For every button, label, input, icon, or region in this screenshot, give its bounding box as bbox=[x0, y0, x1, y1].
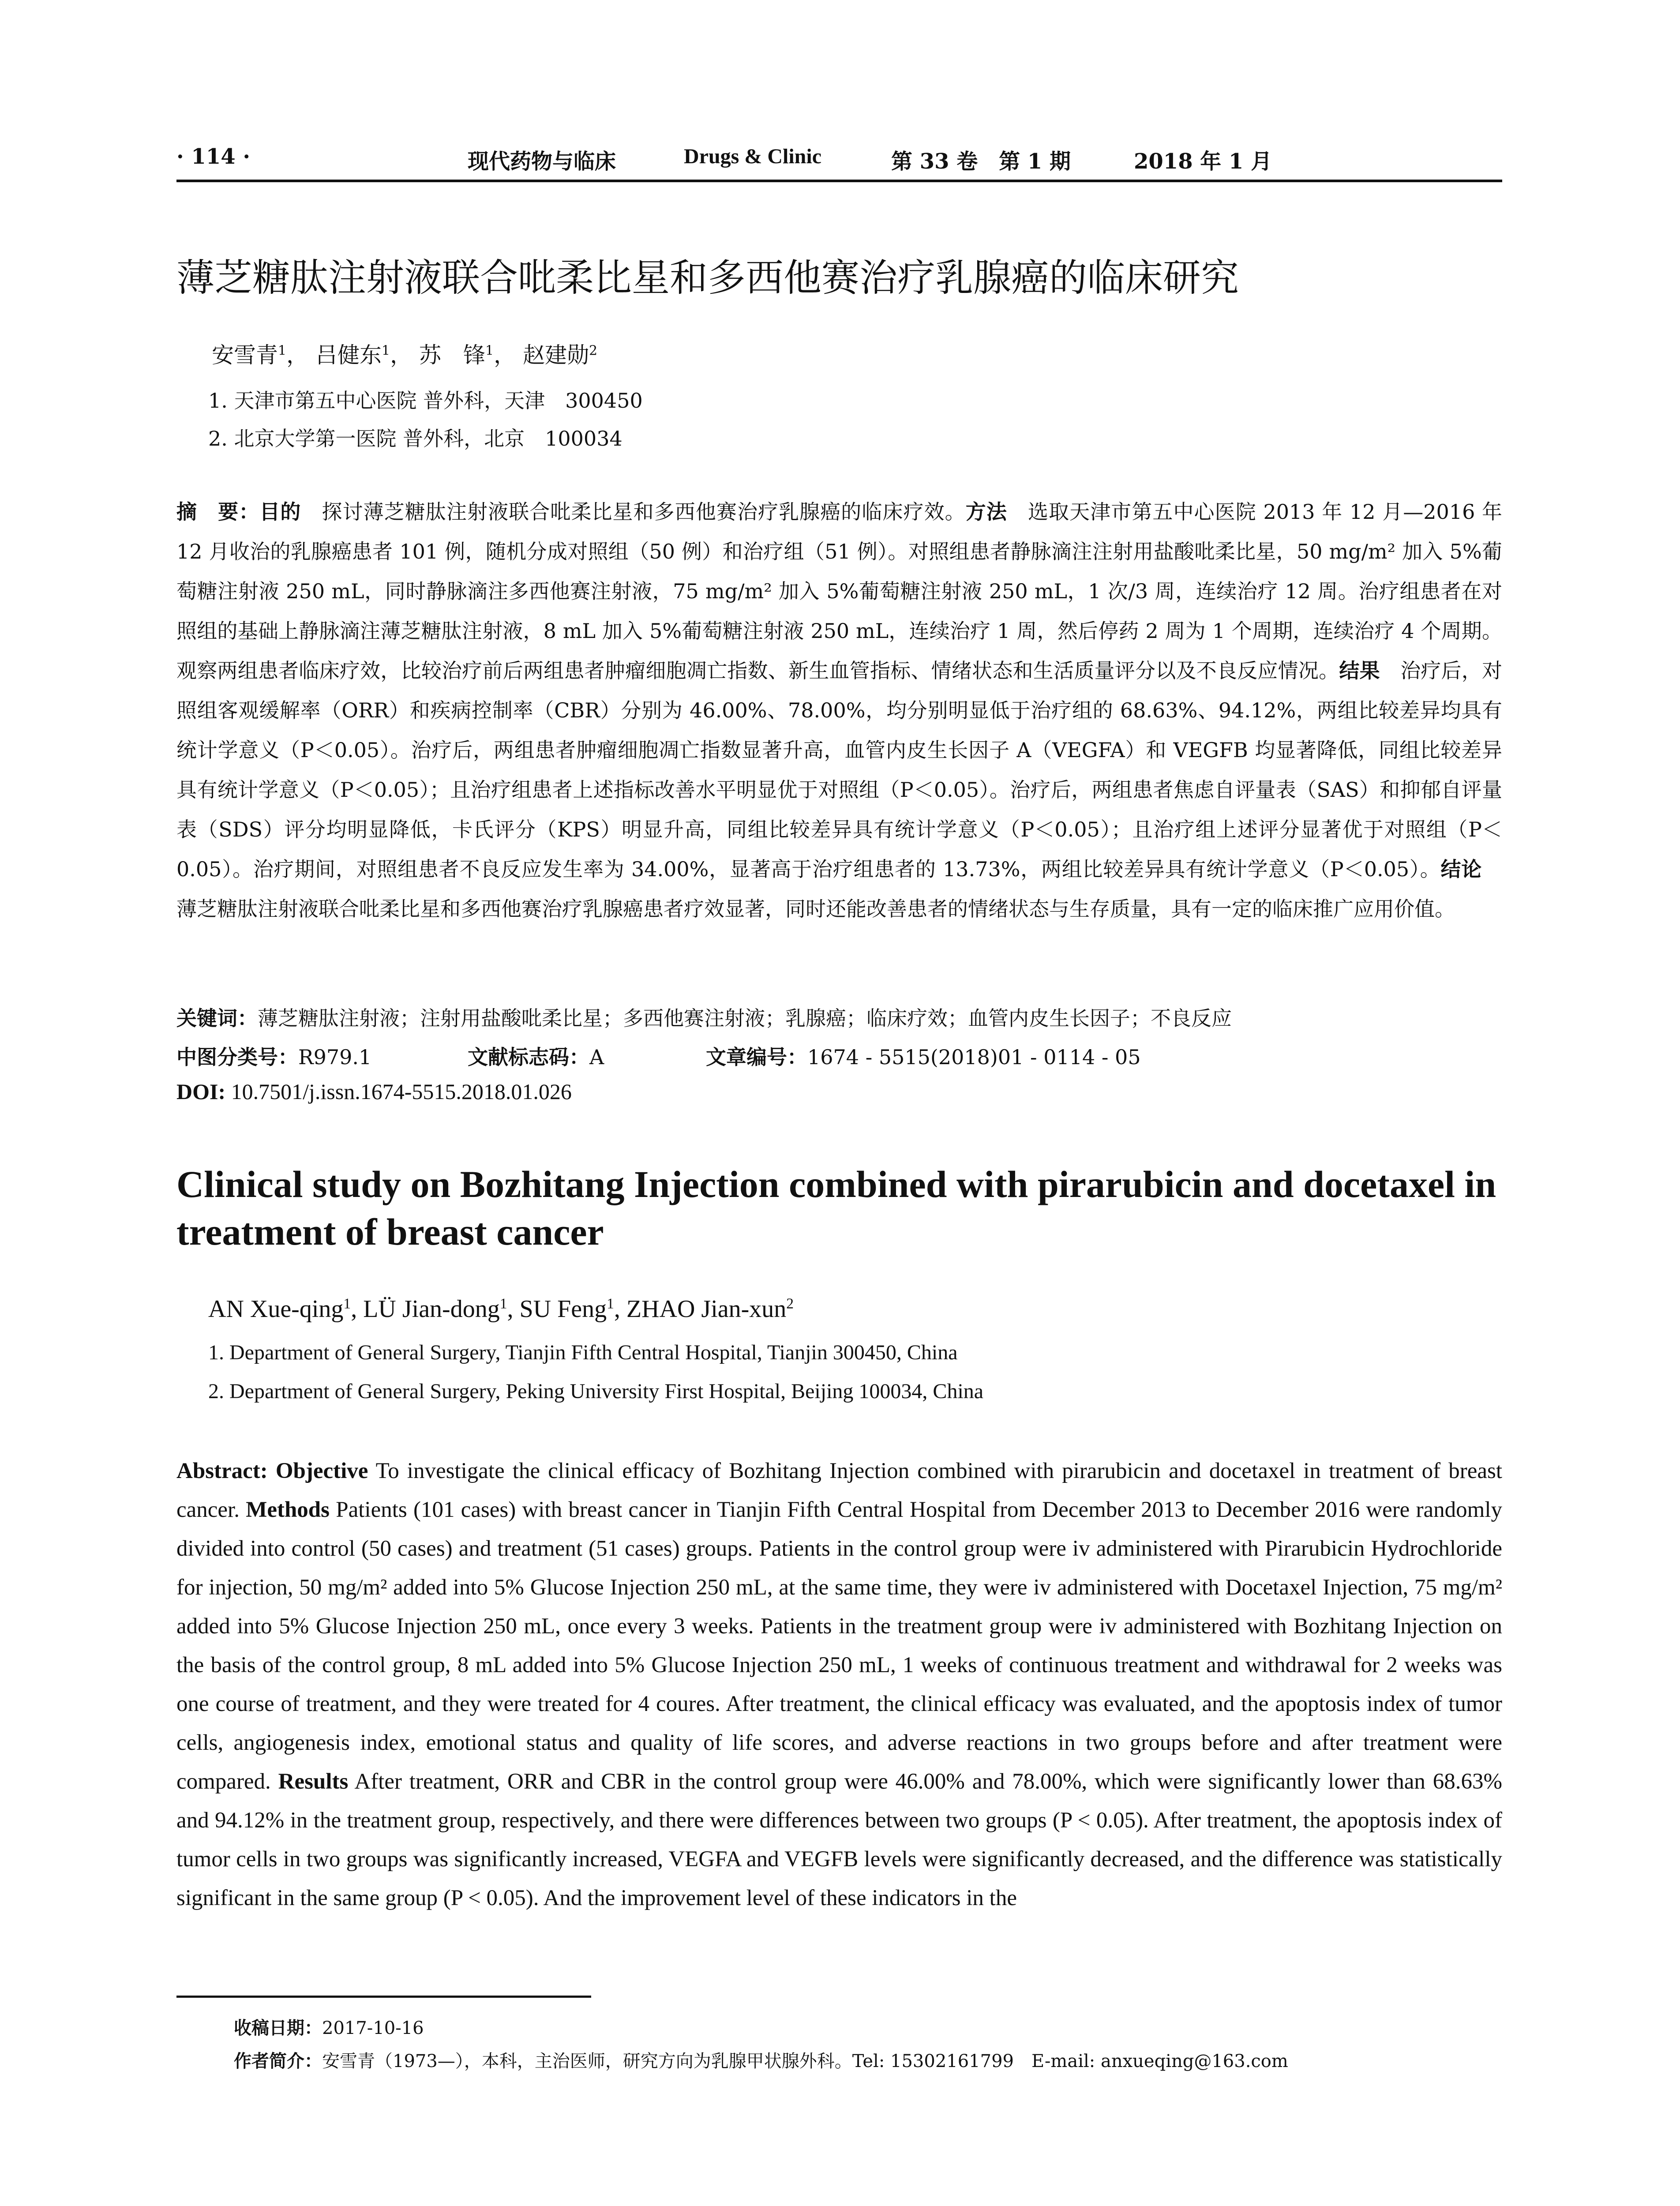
author-name: 安雪青 bbox=[212, 342, 278, 368]
abstract-label: 摘 要： bbox=[176, 500, 260, 524]
objective-text: To investigate the clinical efficacy of Bozhitang Injection combined with pirarubicin and docetaxel in treatment of breast cancer. bbox=[176, 1459, 1502, 1522]
article-title-cn: 薄芝糖肽注射液联合吡柔比星和多西他赛治疗乳腺癌的临床研究 bbox=[176, 256, 1239, 300]
article-number-label: 文章编号： bbox=[706, 1045, 807, 1069]
results-text: After treatment, ORR and CBR in the control group were 46.00% and 78.00%, which were significantly lower than 68.63% and 94.12% in the treatment group, respectively, and there were differences between two groups (P < 0.05). After treatment, the apoptosis index of tumor cells in two groups was significantly increased, VEGFA and VEGFB levels were significantly decreased, and the difference was statistically significant in the same group (P < 0.05). And the improvement level of these indicators in the bbox=[176, 1769, 1502, 1910]
author-list-cn: 安雪青$^1$， 吕健东$^1$， 苏 锋$^1$， 赵建勋$^2$ bbox=[212, 342, 598, 368]
author-name: ZHAO Jian-xun bbox=[626, 1295, 787, 1323]
author-affiliation-mark: 1 bbox=[499, 1295, 507, 1312]
author-name: 苏 锋 bbox=[419, 342, 485, 368]
clc-value: R979.1 bbox=[298, 1045, 372, 1069]
author-affiliation-mark: 1 bbox=[343, 1295, 351, 1312]
author-affiliation-mark: 2 bbox=[786, 1295, 794, 1312]
affiliation-en: 2. Department of General Surgery, Peking University First Hospital, Beijing 100034, China bbox=[208, 1380, 984, 1403]
bio-value: 安雪青（1973—），本科，主治医师，研究方向为乳腺甲状腺外科。Tel: 15302161799 E-mail: anxueqing@163.com bbox=[322, 2051, 1288, 2071]
methods-label: Methods bbox=[246, 1497, 330, 1522]
conclusion-text: 薄芝糖肽注射液联合吡柔比星和多西他赛治疗乳腺癌患者疗效显著，同时还能改善患者的情绪状态与生存质量，具有一定的临床推广应用价值。 bbox=[176, 857, 1502, 921]
doc-code-label: 文献标志码： bbox=[468, 1045, 589, 1069]
results-label: Results bbox=[278, 1769, 349, 1794]
results-text: 治疗后，对照组客观缓解率（ORR）和疾病控制率（CBR）分别为 46.00%、78.00%，均分别明显低于治疗组的 68.63%、94.12%，两组比较差异均具有统计学意义（P＜0.05）。治疗后，两组患者肿瘤细胞凋亡指数显著升高，血管内皮生长因子 A（VEGFA）和 VEGFB 均显著降低，同组比较差异具有统计学意义（P＜0.05）；且治疗组患者上述指标改善水平明显优于对照组（P＜0.05）。治疗后，两组患者焦虑自评量表（SAS）和抑郁自评量表（SDS）评分均明显降低，卡氏评分（KPS）明显升高，同组比较差异具有统计学意义（P＜0.05）；且治疗组上述评分显著优于对照组（P＜0.05）。治疗期间，对照组患者不良反应发生率为 34.00%，显著高于治疗组患者的 13.73%，两组比较差异具有统计学意义（P＜0.05）。 bbox=[176, 659, 1502, 881]
abstract-en bbox=[176, 1452, 1502, 1917]
keywords-cn bbox=[176, 1002, 1232, 1032]
affiliation-cn: 2. 北京大学第一医院 普外科，北京 100034 bbox=[208, 427, 622, 450]
journal-title-cn: 现代药物与临床 bbox=[468, 149, 616, 174]
publication-date: 2018 年 1 月 bbox=[1134, 149, 1272, 174]
author-affiliation-mark: 1 bbox=[485, 343, 494, 359]
bio-label: 作者简介： bbox=[234, 2051, 322, 2071]
keywords-text: 薄芝糖肽注射液；注射用盐酸吡柔比星；多西他赛注射液；乳腺癌；临床疗效；血管内皮生长因子；不良反应 bbox=[258, 1006, 1232, 1030]
doc-code-line bbox=[468, 1041, 604, 1070]
conclusion-label: 结论 bbox=[1440, 857, 1482, 881]
article-number-value: 1674 - 5515(2018)01 - 0114 - 05 bbox=[807, 1045, 1141, 1069]
results-label: 结果 bbox=[1339, 659, 1380, 683]
received-label: 收稿日期： bbox=[234, 2018, 322, 2038]
page-number: · 114 · bbox=[176, 144, 251, 169]
author-name: 赵建勋 bbox=[523, 342, 589, 368]
article-title-en: Clinical study on Bozhitang Injection combined with pirarubicin and docetaxel in treatment of breast cancer bbox=[176, 1163, 1496, 1253]
author-affiliation-mark: 1 bbox=[382, 343, 390, 359]
article-number-line bbox=[706, 1041, 1141, 1070]
methods-label: 方法 bbox=[965, 500, 1007, 524]
author-name: LÜ Jian-dong bbox=[363, 1295, 500, 1323]
methods-text: Patients (101 cases) with breast cancer in Tianjin Fifth Central Hospital from December 2013 to December 2016 were randomly divided into control (50 cases) and treatment (51 cases) groups. Patients in the control group were iv administered with Pirarubicin Hydrochloride for injection, 50 mg/m² added into 5% Glucose Injection 250 mL, at the same time, they were iv administered with Docetaxel Injection, 75 mg/m² added into 5% Glucose Injection 250 mL, once every 3 weeks. Patients in the treatment group were iv administered with Bozhitang Injection on the basis of the control group, 8 mL added into 5% Glucose Injection 250 mL, 1 weeks of continuous treatment and withdrawal for 2 weeks was one course of treatment, and they were treated for 4 coures. After treatment, the clinical efficacy was evaluated, and the apoptosis index of tumor cells, angiogenesis index, emotional status and quality of life scores, and adverse reactions in two groups before and after treatment were compared. bbox=[176, 1497, 1502, 1794]
doc-code-value: A bbox=[589, 1045, 604, 1069]
received-date-note bbox=[234, 2014, 424, 2039]
doi-line bbox=[176, 1079, 572, 1104]
clc-label: 中图分类号： bbox=[176, 1045, 298, 1069]
objective-text: 探讨薄芝糖肽注射液联合吡柔比星和多西他赛治疗乳腺癌的临床疗效。 bbox=[301, 500, 966, 524]
classification-line bbox=[176, 1041, 371, 1070]
doi-label: DOI: bbox=[176, 1079, 226, 1104]
author-name: SU Feng bbox=[519, 1295, 607, 1323]
affiliation-en: 1. Department of General Surgery, Tianjin Fifth Central Hospital, Tianjin 300450, China bbox=[208, 1341, 958, 1364]
author-name: 吕健东 bbox=[315, 342, 382, 368]
abstract-objective-label: Abstract: Objective bbox=[176, 1459, 368, 1483]
author-affiliation-mark: 1 bbox=[278, 343, 287, 359]
keywords-label: 关键词： bbox=[176, 1006, 258, 1030]
author-list-en: AN Xue-qing$^1$, LÜ Jian-dong$^1$, SU Feng$^1$, ZHAO Jian-xun$^2$ bbox=[208, 1295, 794, 1323]
author-bio-note bbox=[234, 2047, 1288, 2072]
volume-issue: 第 33 卷 第 1 期 bbox=[891, 149, 1071, 174]
footnote-divider bbox=[176, 1996, 591, 1998]
author-affiliation-mark: 2 bbox=[589, 343, 598, 359]
abstract-cn bbox=[176, 492, 1502, 929]
author-name: AN Xue-qing bbox=[208, 1295, 344, 1323]
author-affiliation-mark: 1 bbox=[607, 1295, 614, 1312]
doi-link[interactable]: 10.7501/j.issn.1674-5515.2018.01.026 bbox=[231, 1079, 572, 1104]
objective-label: 目的 bbox=[259, 500, 301, 524]
running-header bbox=[176, 139, 1502, 182]
journal-title-en: Drugs & Clinic bbox=[684, 145, 821, 168]
received-value: 2017-10-16 bbox=[322, 2018, 424, 2038]
affiliation-cn: 1. 天津市第五中心医院 普外科，天津 300450 bbox=[208, 389, 643, 413]
methods-text: 选取天津市第五中心医院 2013 年 12 月—2016 年 12 月收治的乳腺癌患者 101 例，随机分成对照组（50 例）和治疗组（51 例）。对照组患者静脉滴注注射用盐酸吡柔比星，50 mg/m² 加入 5%葡萄糖注射液 250 mL，同时静脉滴注多西他赛注射液，75 mg/m² 加入 5%葡萄糖注射液 250 mL，1 次/3 周，连续治疗 12 周。治疗组患者在对照组的基础上静脉滴注薄芝糖肽注射液，8 mL 加入 5%葡萄糖注射液 250 mL，连续治疗 1 周，然后停药 2 周为 1 个周期，连续治疗 4 个周期。观察两组患者临床疗效，比较治疗前后两组患者肿瘤细胞凋亡指数、新生血管指标、情绪状态和生活质量评分以及不良反应情况。 bbox=[176, 500, 1503, 683]
